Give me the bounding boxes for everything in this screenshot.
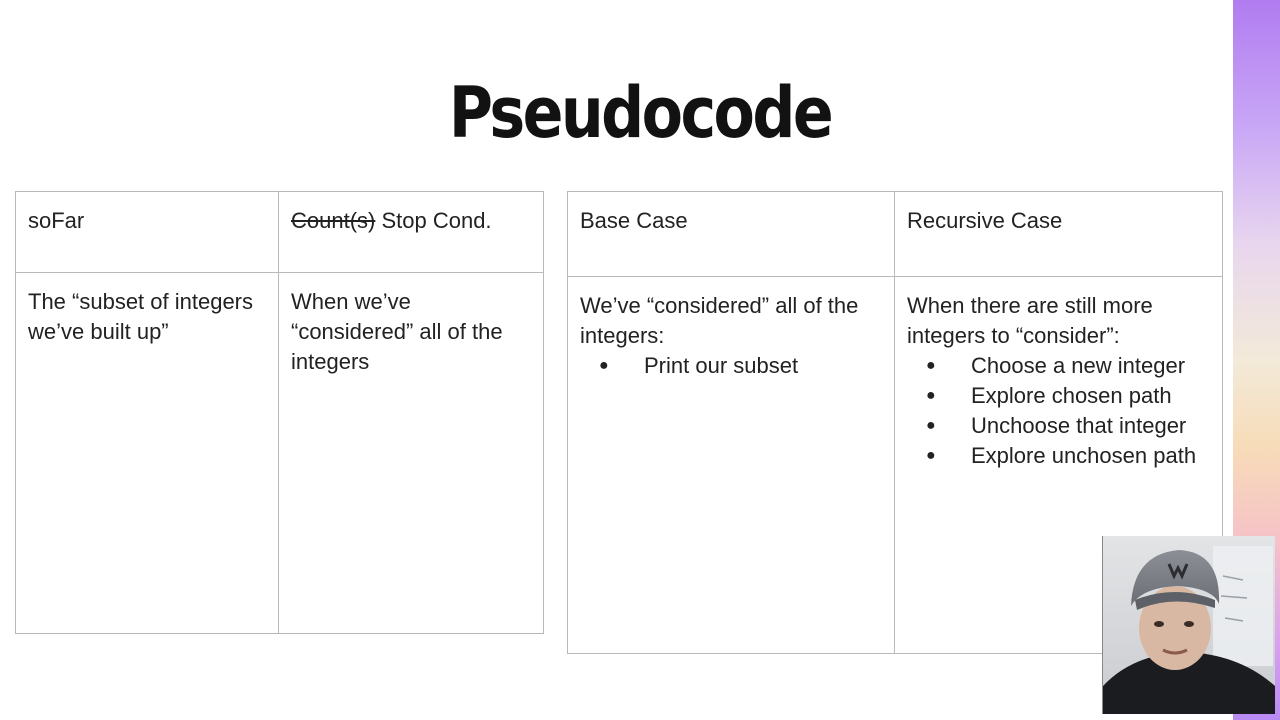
base-case-list (580, 351, 882, 381)
header-sofar (16, 192, 279, 273)
bullet-icon: ● (599, 357, 609, 374)
list-item (907, 351, 1210, 381)
list-item-text: Choose a new integer (971, 353, 1186, 378)
struck-text: Count(s) (291, 208, 376, 233)
webcam-overlay (1102, 536, 1275, 714)
header-stop-condition (279, 192, 544, 273)
recursive-case-list (907, 351, 1210, 471)
bullet-icon: ● (926, 447, 936, 464)
cell-sofar: The “subset of integers we’ve built up” (16, 273, 279, 634)
recursive-case-text: When there are still more integers to “consider”: (907, 293, 1153, 348)
list-item-text: Explore chosen path (971, 383, 1172, 408)
list-item (580, 351, 882, 381)
left-table (15, 191, 544, 634)
header-recursive-case: Recursive Case (895, 192, 1223, 277)
presenter-video-icon (1103, 536, 1275, 714)
cell-base-case (568, 277, 895, 654)
header-stop-condition-label: Stop Cond. (375, 208, 492, 233)
slide-title: Pseudocode (448, 72, 832, 154)
bullet-icon: ● (926, 387, 936, 404)
header-base-case: Base Case (568, 192, 895, 277)
bullet-icon: ● (926, 417, 936, 434)
list-item-text: Explore unchosen path (971, 443, 1197, 468)
cell-stop-condition: When we’ve “considered” all of the integers (279, 273, 544, 634)
base-case-text: We’ve “considered” all of the integers: (580, 293, 859, 348)
header-sofar-label: soFar (28, 208, 85, 233)
list-item (907, 441, 1210, 471)
list-item (907, 411, 1210, 441)
list-item-text: Unchoose that integer (971, 413, 1187, 438)
list-item-text: Print our subset (644, 353, 799, 378)
bullet-icon: ● (926, 357, 936, 374)
list-item (907, 381, 1210, 411)
